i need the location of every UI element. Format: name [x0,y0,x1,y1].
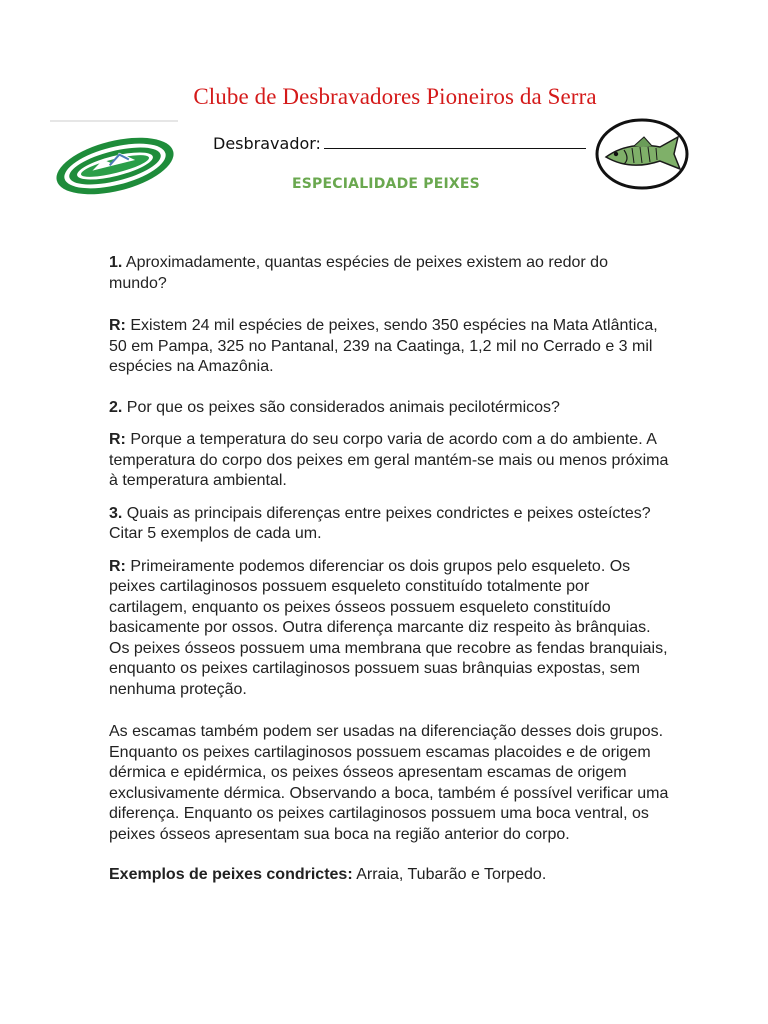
answer-text: Porque a temperatura do seu corpo varia de acordo com a do ambiente. A temperatura do corpo dos peixes em geral mantém-se mais ou menos próxima à temperatura ambiental. [109,431,669,489]
examples-condrictes [109,865,669,886]
scales-paragraph: As escamas também podem ser usadas na diferenciação desses dois grupos. Enquanto os peixes cartilaginosos possuem escamas placoides e de origem dérmica e epidérmica, os peixes ósseos apresentam escamas de origem exclusivamente dérmica. Observando a boca, também é possível verificar uma diferença. Enquanto os peixes cartilaginosos possuem uma boca ventral, os peixes ósseos apresentam sua boca na região anterior do corpo. [109,723,669,843]
question-number: 3. [109,504,123,522]
question-1 [109,253,669,294]
answer-text: Existem 24 mil espécies de peixes, sendo 350 espécies na Mata Atlântica, 50 em Pampa, 325 no Pantanal, 239 na Caatinga, 1,2 mil no Cerrado e 3 mil espécies na Amazônia. [109,317,658,375]
answer-text: Primeiramente podemos diferenciar os dois grupos pelo esqueleto. Os peixes cartilaginosos possuem esqueleto constituído totalmente por cartilagem, enquanto os peixes ósseos possuem esqueleto constituído basicamente por ossos. Outra diferença marcante diz respeito às brânquias. Os peixes ósseos possuem uma membrana que recobre as fendas branquiais, enquanto os peixes cartilaginosos possuem suas brânquias expostas, sem nenhuma proteção. [109,557,668,698]
club-title: Clube de Desbravadores Pioneiros da Serra [193,84,597,109]
question-number: 1. [109,254,123,271]
desbravador-input-line[interactable] [324,134,586,149]
specialty-title: ESPECIALIDADE PEIXES [292,176,480,192]
answer-label: R: [109,317,126,334]
club-logo-icon [50,118,180,202]
question-2 [109,398,669,419]
question-text: Por que os peixes são considerados animais pecilotérmicos? [126,398,560,416]
question-text: Aproximadamente, quantas espécies de peixes existem ao redor do mundo? [109,254,608,292]
answer-label: R: [109,431,126,448]
question-number: 2. [109,398,123,416]
examples-text: Arraia, Tubarão e Torpedo. [356,866,547,883]
answer-label: R: [109,557,126,575]
answer-2 [109,430,669,492]
examples-label: Exemplos de peixes condrictes: [109,866,353,883]
answer-1 [109,316,669,378]
question-text: Quais as principais diferenças entre peixes condrictes e peixes osteíctes? Citar 5 exemplos de cada um. [109,504,651,542]
desbravador-label: Desbravador: [213,134,321,153]
document-body [109,253,669,886]
question-3 [109,504,669,545]
fish-badge-icon [594,117,690,191]
answer-3 [109,557,669,701]
desbravador-field [213,134,586,153]
